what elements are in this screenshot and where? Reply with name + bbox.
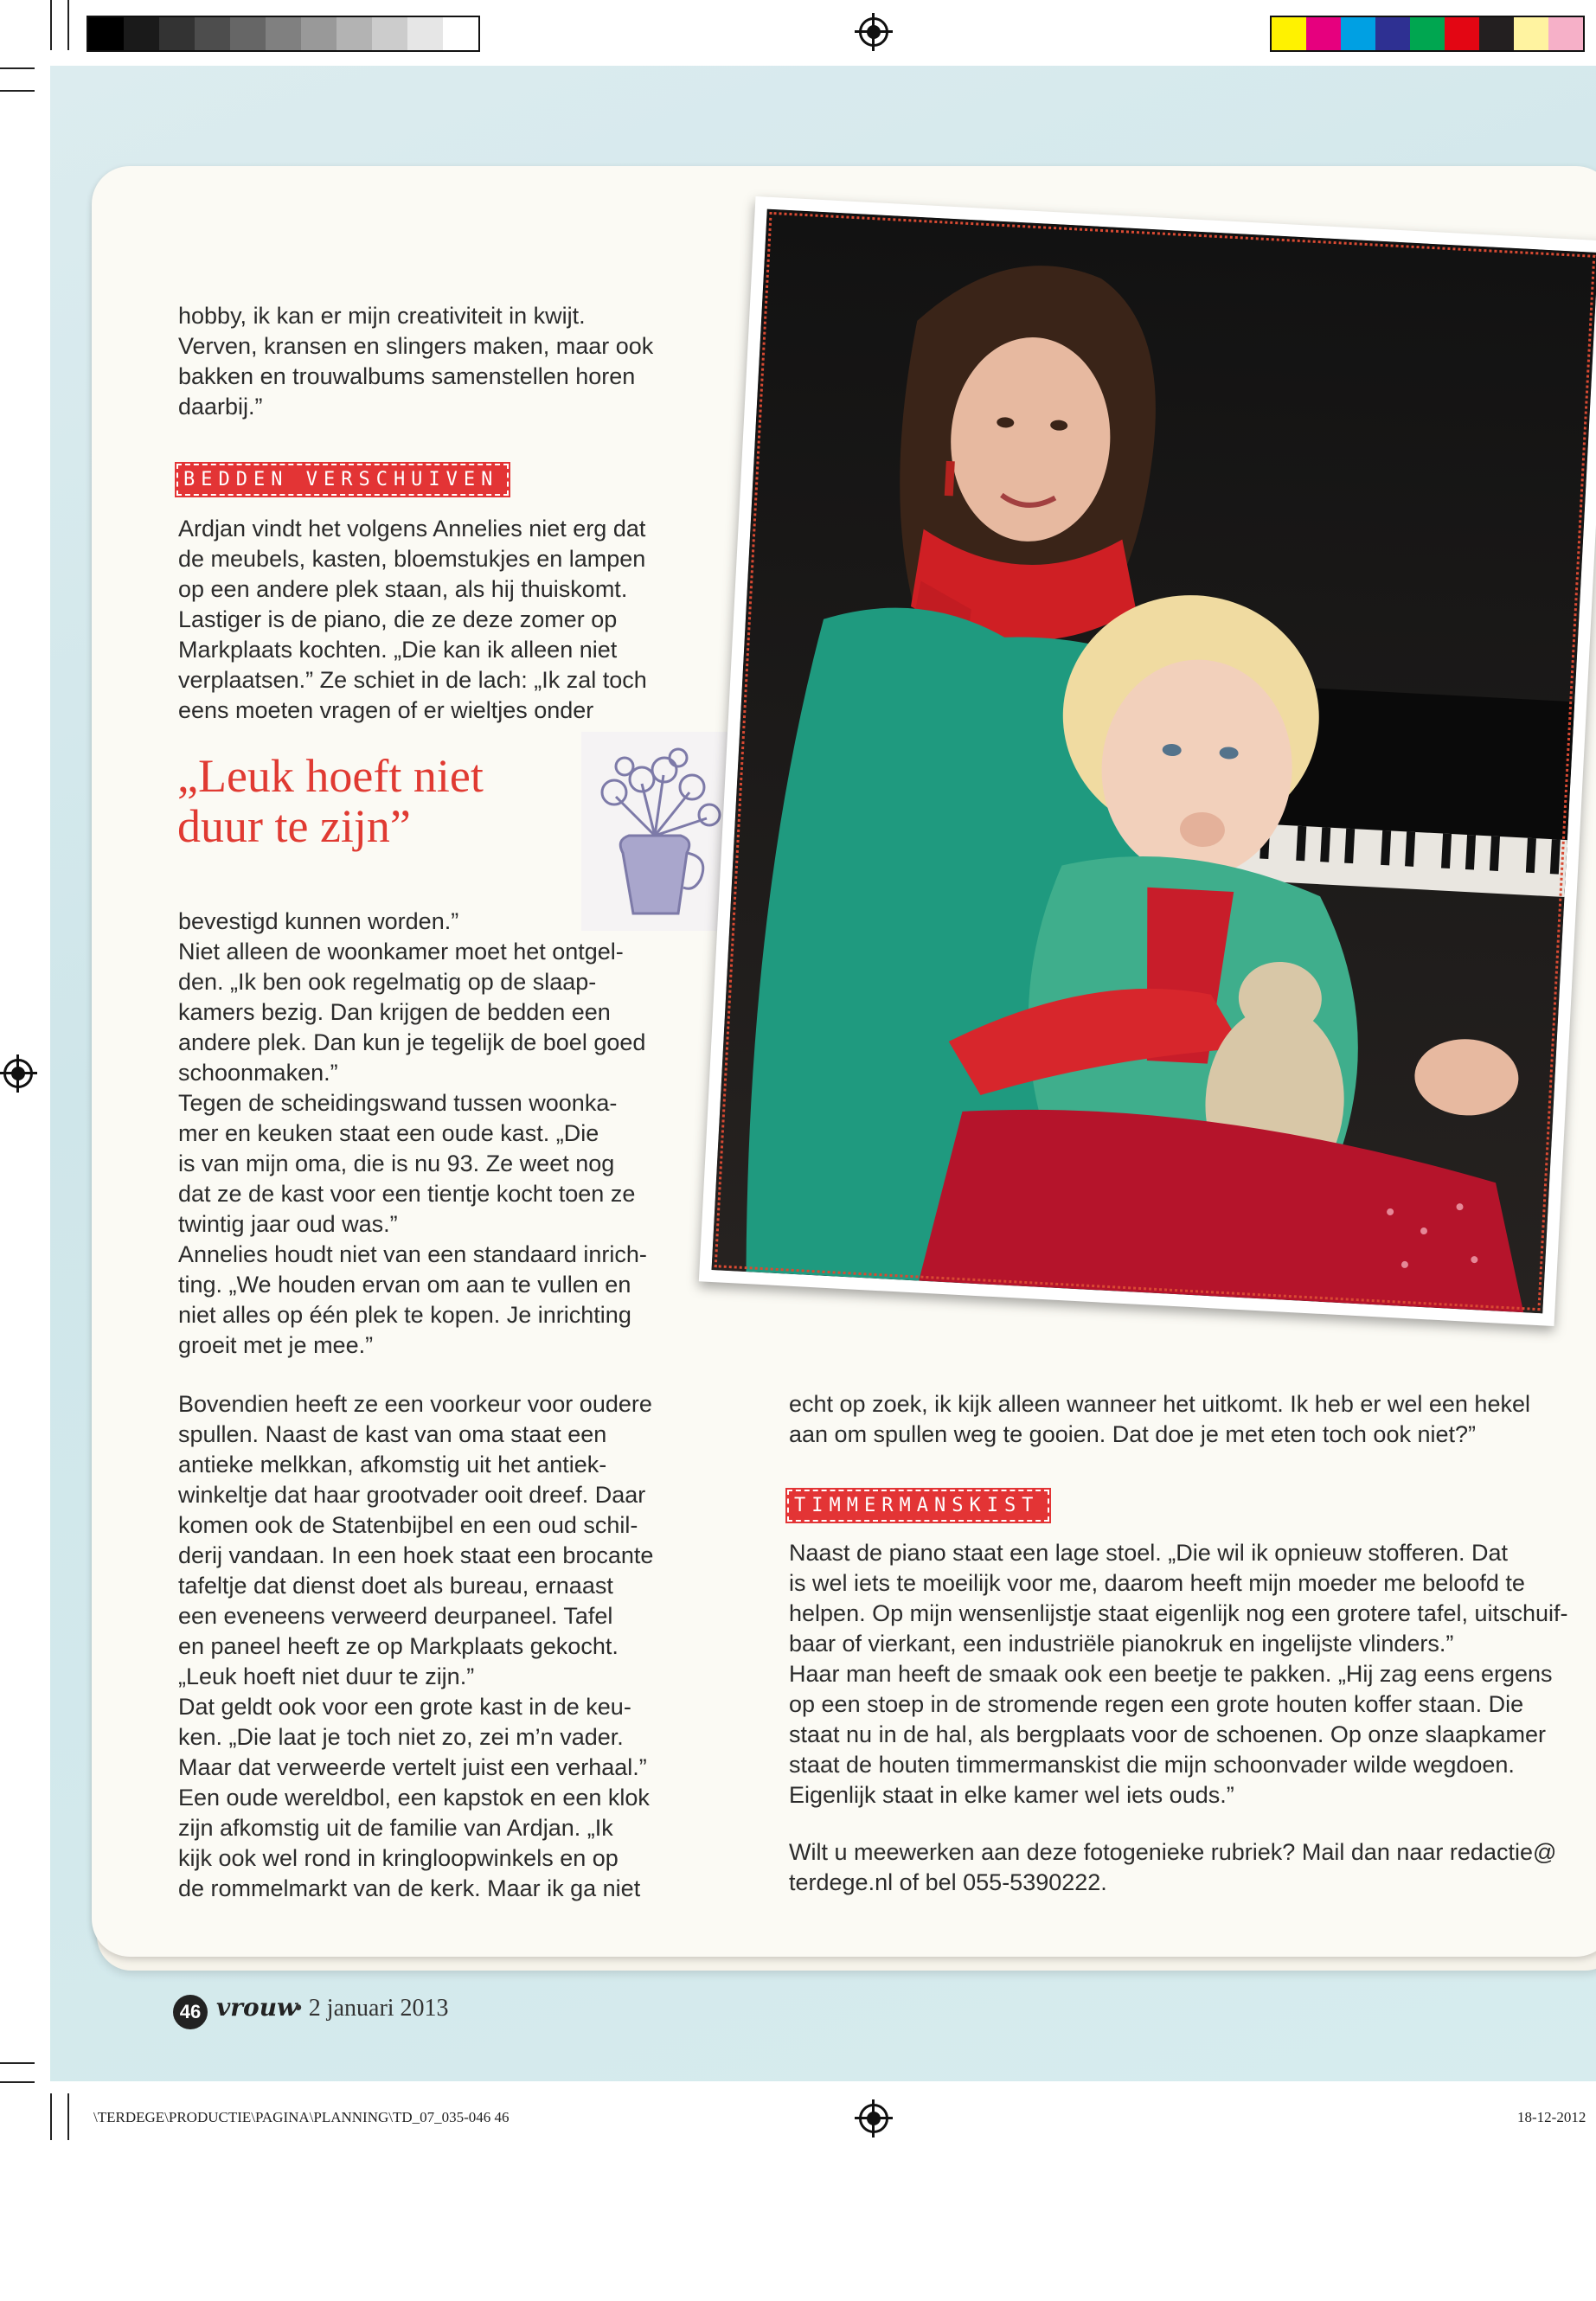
article-column-right-middle <box>789 1538 1585 1811</box>
paragraph-old-items: Bovendien heeft ze een voorkeur voor oudere spullen. Naast de kast van oma staat een antieke melkkan, afkomstig uit het antiek- winkeltje dat haar grootvader ooit dreef. Daar komen ook de Statenbijbel en een oud schil- derij vandaan. In een hoek staat een brocante tafeltje dat dienst doet als bureau, ernaast een eveneens verweerd deurpaneel. Tafel en paneel heeft ze op Markplaats gekocht. „Leuk hoeft niet duur te zijn.” Dat geldt ook voor een grote kast in de keu- ken. „Die laat je toch niet zo, zei m’n vader. Maar dat verweerde vertelt juist een verhaal.” Een oude wereldbol, een kapstok en een klok zijn afkomstig uit de familie van Ardjan. „Ik kijk ook wel rond in kringloopwinkels en op de rommelmarkt van de kerk. Maar ik ga niet <box>178 1391 654 1901</box>
pull-quote <box>177 751 584 851</box>
article-column-left-bottom <box>178 1389 663 1904</box>
section-heading-timmermanskist: TIMMERMANSKIST <box>787 1490 1049 1522</box>
color-swatch <box>443 17 478 50</box>
process-color-bar <box>1270 16 1585 52</box>
registration-mark-icon <box>859 17 888 47</box>
color-swatch <box>124 17 159 50</box>
color-swatch <box>1272 17 1306 50</box>
article-column-left-middle <box>178 514 663 726</box>
paragraph-piano: Ardjan vindt het volgens Annelies niet erg dat de meubels, kasten, bloemstukjes en lampen op een andere plek staan, als hij thuiskomt. Lastiger is de piano, die ze deze zomer op Markplaats kochten. „Die kan ik alleen niet verplaatsen.” Ze schiet in de lach: „Ik zal toch eens moeten vragen of er wieltjes onder <box>178 516 647 723</box>
color-swatch <box>1548 17 1583 50</box>
color-swatch <box>230 17 266 50</box>
article-column-right-bottom <box>789 1837 1585 1898</box>
section-heading-bedden: BEDDEN VERSCHUIVEN <box>176 464 509 496</box>
registration-mark-icon <box>859 2104 888 2133</box>
article-column-left-top <box>178 301 663 422</box>
crop-mark <box>67 0 69 50</box>
pull-quote-text: „Leuk hoeft niet duur te zijn” <box>177 750 484 852</box>
color-swatch <box>301 17 337 50</box>
color-swatch <box>88 17 124 50</box>
photo-frame <box>699 196 1596 1326</box>
photo-mother-and-child <box>712 209 1596 1314</box>
crop-mark <box>50 2093 52 2140</box>
paragraph-searching: echt op zoek, ik kijk alleen wanneer het uitkomt. Ik heb er wel een hekel aan om spullen weg te gooien. Dat doe je met eten toch ook niet?” <box>789 1391 1530 1447</box>
magazine-name: vrouw <box>216 1993 298 2022</box>
crop-mark <box>0 2081 35 2083</box>
crop-mark <box>0 67 35 69</box>
photo-illustration <box>712 209 1596 1314</box>
color-swatch <box>407 17 443 50</box>
registration-mark-icon <box>3 1059 33 1088</box>
color-swatch <box>266 17 301 50</box>
color-swatch <box>1375 17 1410 50</box>
color-swatch <box>1306 17 1341 50</box>
flower-vase-stamp-icon <box>581 732 728 931</box>
crop-mark <box>50 0 52 50</box>
color-swatch <box>159 17 195 50</box>
gray-color-bar <box>87 16 480 52</box>
color-swatch <box>1445 17 1479 50</box>
color-swatch <box>1479 17 1514 50</box>
crop-mark <box>0 90 35 92</box>
print-slug-path: \TERDEGE\PRODUCTIE\PAGINA\PLANNING\TD_07_035-046 46 <box>93 2109 510 2125</box>
paragraph-contact: Wilt u meewerken aan deze fotogenieke rubriek? Mail dan naar redactie@ terdege.nl of bel 055-5390222. <box>789 1839 1557 1895</box>
color-swatch <box>337 17 372 50</box>
issue-date: • 2 januari 2013 <box>294 1995 449 2022</box>
article-column-left-lower <box>178 907 663 1361</box>
color-swatch <box>1341 17 1375 50</box>
color-swatch <box>195 17 230 50</box>
color-swatch <box>1410 17 1445 50</box>
paragraph-intro: hobby, ik kan er mijn creativiteit in kwijt. Verven, kransen en slingers maken, maar ook bakken en trouwalbums samenstellen horen daarbij.” <box>178 303 654 420</box>
page-number: 46 <box>173 1995 208 2029</box>
color-swatch <box>372 17 407 50</box>
article-column-right-top <box>789 1389 1567 1450</box>
paragraph-wishlist: Naast de piano staat een lage stoel. „Die wil ik opnieuw stofferen. Dat is wel iets te moeilijk voor me, daarom heeft mijn moeder me beloofd te helpen. Op mijn wensenlijstje staat eigenlijk nog een grotere tafel, uitschuif- baar of vierkant, een industriële pianokruk en ingelijste vlinders.” Haar man heeft de smaak ook een beetje te pakken. „Hij zag eens ergens op een stoep in de stromende regen een grote houten koffer staan. Die staat nu in de hal, als bergplaats voor de schoenen. Op onze slaapkamer staat de houten timmermanskist die mijn schoonvader wilde wegdoen. Eigenlijk staat in elke kamer wel iets ouds.” <box>789 1540 1568 1808</box>
paragraph-bedrooms: bevestigd kunnen worden.” Niet alleen de woonkamer moet het ontgel- den. „Ik ben ook regelmatig op de slaap- kamers bezig. Dan krijgen de bedden een andere plek. Dan kun je tegelijk de boel goed schoonmaken.” Tegen de scheidingswand tussen woonka- mer en keuken staat een oude kast. „Die is van mijn oma, die is nu 93. Ze weet nog dat ze de kast voor een tientje kocht toen ze twintig jaar oud was.” Annelies houdt niet van een standaard inrich- ting. „We houden ervan om aan te vullen en niet alles op één plek te kopen. Je inrichting groeit met je mee.” <box>178 908 647 1358</box>
crop-mark <box>0 2062 35 2064</box>
crop-mark <box>67 2093 69 2140</box>
print-slug-date: 18-12-2012 <box>1517 2109 1586 2125</box>
color-swatch <box>1514 17 1548 50</box>
